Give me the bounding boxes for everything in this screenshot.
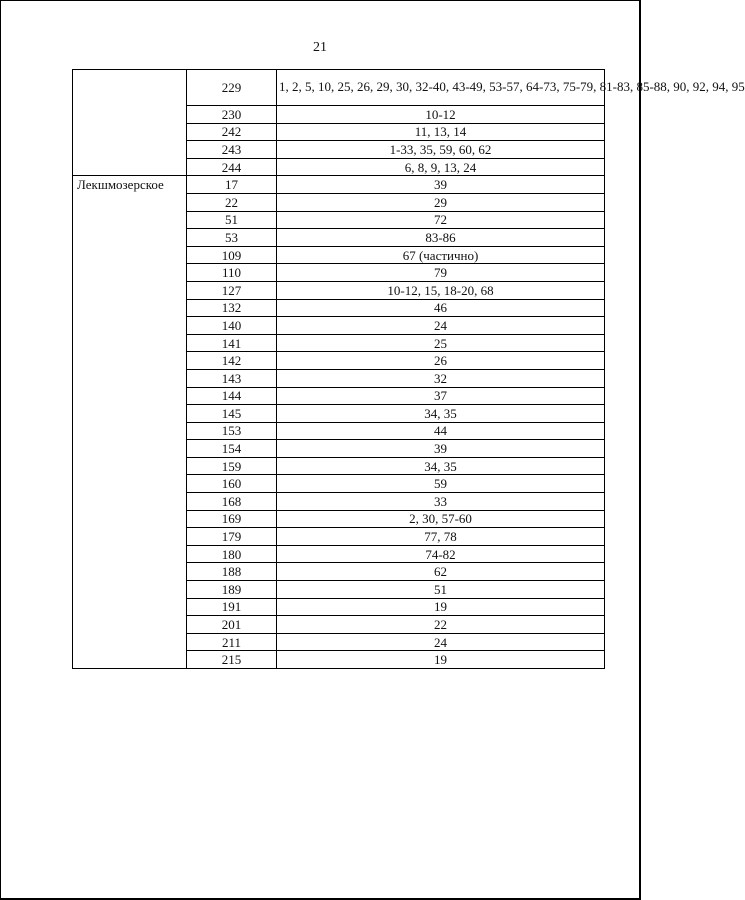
- quarter-number-cell: 191: [187, 598, 277, 616]
- plot-numbers-cell: 33: [277, 493, 605, 511]
- plot-numbers-cell: 25: [277, 334, 605, 352]
- plot-numbers-cell: 34, 35: [277, 457, 605, 475]
- plot-numbers-cell: 10-12: [277, 106, 605, 124]
- plot-numbers-cell: 19: [277, 598, 605, 616]
- quarter-number-cell: 127: [187, 281, 277, 299]
- quarter-number-cell: 22: [187, 193, 277, 211]
- plot-numbers-cell: 29: [277, 193, 605, 211]
- page-number: 21: [313, 40, 327, 55]
- plot-numbers-cell: 39: [277, 176, 605, 194]
- quarter-number-cell: 144: [187, 387, 277, 405]
- quarter-number-cell: 160: [187, 475, 277, 493]
- plot-numbers-cell: 79: [277, 264, 605, 282]
- quarter-number-cell: 141: [187, 334, 277, 352]
- plot-numbers-cell: 39: [277, 440, 605, 458]
- plot-numbers-cell: 67 (частично): [277, 246, 605, 264]
- district-cell-blank: [73, 70, 187, 176]
- quarter-number-cell: 229: [187, 70, 277, 106]
- plot-numbers-cell: 34, 35: [277, 405, 605, 423]
- quarter-number-cell: 244: [187, 158, 277, 176]
- quarter-number-cell: 51: [187, 211, 277, 229]
- plot-numbers-cell: 77, 78: [277, 528, 605, 546]
- table-row: [73, 70, 605, 106]
- quarter-number-cell: 168: [187, 493, 277, 511]
- plot-numbers-cell: 83-86: [277, 229, 605, 247]
- quarter-number-cell: 243: [187, 141, 277, 159]
- quarter-number-cell: 188: [187, 563, 277, 581]
- plot-numbers-cell: 24: [277, 633, 605, 651]
- quarter-number-cell: 109: [187, 246, 277, 264]
- plot-numbers-cell: 72: [277, 211, 605, 229]
- plot-numbers-cell: 62: [277, 563, 605, 581]
- quarter-number-cell: 142: [187, 352, 277, 370]
- quarter-number-cell: 215: [187, 651, 277, 669]
- quarter-number-cell: 153: [187, 422, 277, 440]
- quarter-number-cell: 110: [187, 264, 277, 282]
- plot-numbers-cell: 6, 8, 9, 13, 24: [277, 158, 605, 176]
- quarter-number-cell: 179: [187, 528, 277, 546]
- plot-numbers-cell: 1-33, 35, 59, 60, 62: [277, 141, 605, 159]
- quarter-number-cell: 242: [187, 123, 277, 141]
- plot-numbers-cell: 44: [277, 422, 605, 440]
- quarter-number-cell: 169: [187, 510, 277, 528]
- plot-numbers-cell: 37: [277, 387, 605, 405]
- quarter-number-cell: 145: [187, 405, 277, 423]
- quarter-number-cell: 132: [187, 299, 277, 317]
- quarter-number-cell: 180: [187, 545, 277, 563]
- plot-numbers-cell: 1, 2, 5, 10, 25, 26, 29, 30, 32-40, 43-49, 53-57, 64-73, 75-79, 81-83, 85-88, 90, 92, 94, 95: [277, 70, 605, 106]
- quarter-number-cell: 53: [187, 229, 277, 247]
- forest-plots-table: [72, 69, 745, 669]
- plot-numbers-cell: 11, 13, 14: [277, 123, 605, 141]
- plot-numbers-cell: 10-12, 15, 18-20, 68: [277, 281, 605, 299]
- quarter-number-cell: 189: [187, 581, 277, 599]
- district-name-cell: Лекшмозерское: [73, 176, 187, 669]
- quarter-number-cell: 159: [187, 457, 277, 475]
- plot-numbers-cell: 32: [277, 369, 605, 387]
- quarter-number-cell: 201: [187, 616, 277, 634]
- plot-numbers-cell: 19: [277, 651, 605, 669]
- plot-numbers-cell: 22: [277, 616, 605, 634]
- quarter-number-cell: 143: [187, 369, 277, 387]
- quarter-number-cell: 230: [187, 106, 277, 124]
- plot-numbers-cell: 59: [277, 475, 605, 493]
- plot-numbers-cell: 24: [277, 317, 605, 335]
- quarter-number-cell: 140: [187, 317, 277, 335]
- plot-numbers-cell: 46: [277, 299, 605, 317]
- quarter-number-cell: 17: [187, 176, 277, 194]
- quarter-number-cell: 211: [187, 633, 277, 651]
- plot-numbers-cell: 51: [277, 581, 605, 599]
- quarter-number-cell: 154: [187, 440, 277, 458]
- table-row: [73, 176, 605, 194]
- plot-numbers-cell: 74-82: [277, 545, 605, 563]
- plot-numbers-cell: 2, 30, 57-60: [277, 510, 605, 528]
- plot-numbers-cell: 26: [277, 352, 605, 370]
